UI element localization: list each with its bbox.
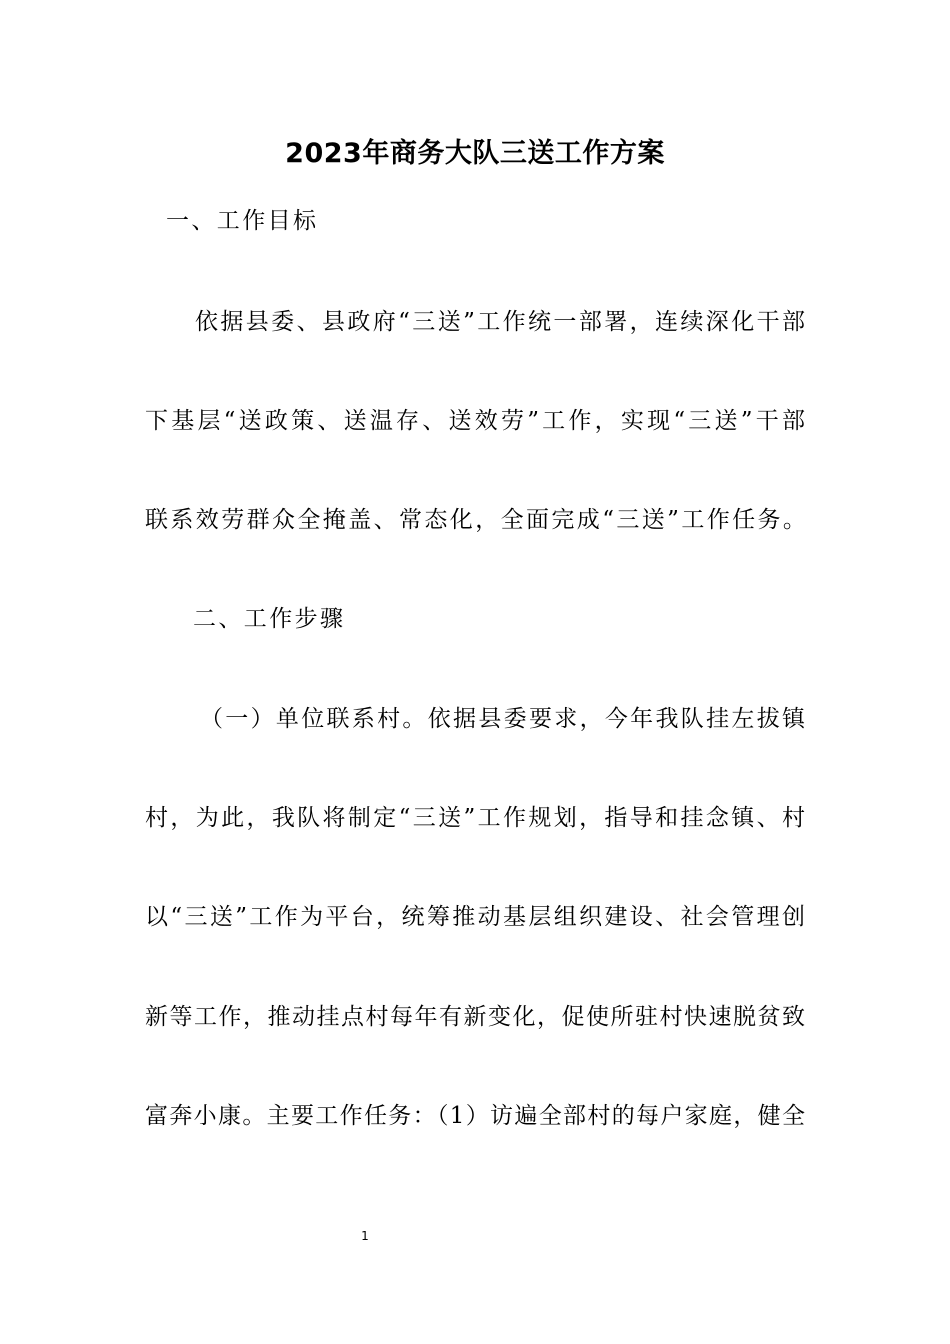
section-heading: 一、工作目标: [166, 208, 319, 234]
paragraph-line: 下基层“送政策、送温存、送效劳”工作，实现“三送”干部: [145, 408, 805, 434]
paragraph-line: 以“三送”工作为平台，统筹推动基层组织建设、社会管理创: [145, 904, 805, 930]
page-number: 1: [361, 1229, 369, 1243]
document-title: 2023年商务大队三送工作方案: [285, 138, 665, 169]
paragraph-line: 新等工作，推动挂点村每年有新变化，促使所驻村快速脱贫致: [145, 1004, 805, 1030]
paragraph-line: 村，为此，我队将制定“三送”工作规划，指导和挂念镇、村: [145, 805, 805, 831]
section-heading: 二、工作步骤: [193, 606, 346, 632]
paragraph-line: 富奔小康。主要工作任务：（1）访遍全部村的每户家庭，健全: [145, 1103, 805, 1129]
paragraph-line: （一）单位联系村。依据县委要求，今年我队挂左拔镇: [200, 706, 805, 732]
paragraph-line: 依据县委、县政府“三送”工作统一部署，连续深化干部: [195, 309, 805, 335]
paragraph-line: 联系效劳群众全掩盖、常态化，全面完成“三送”工作任务。: [145, 507, 809, 533]
